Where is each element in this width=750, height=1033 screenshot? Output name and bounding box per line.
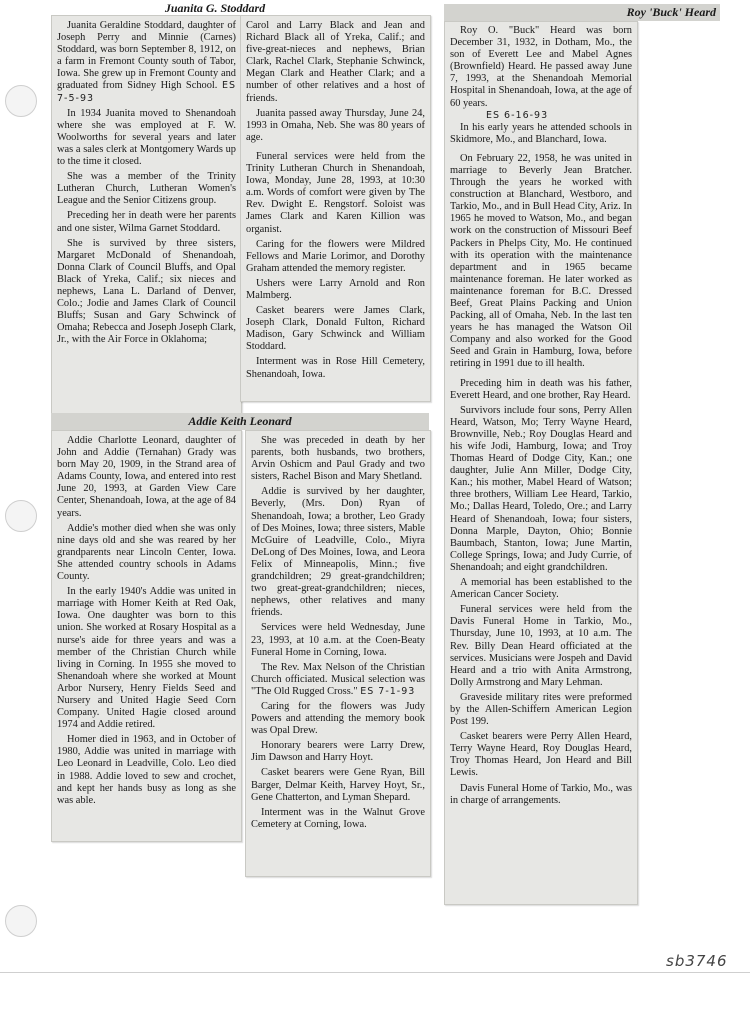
stoddard-para: Carol and Larry Black and Jean and Richard Black all of Yreka, Calif.; and five-great-nieces and nephews, Brian Clark, Rachel Clark, Stephanie Schwinck, Megan Clark and Heather Clark; and a number of other relatives and a host of friends.: [246, 20, 425, 104]
heard-para: Roy O. "Buck" Heard was born December 31, 1932, in Dotham, Mo., the son of Everett Lee and Mabel Agnes (Brownfield) Heard. He passed away June 7, 1993, at the Shenandoah Memorial Hospital in Shenandoah, Iowa, at the age of 60 years.: [450, 25, 632, 109]
heard-para: A memorial has been established to the American Cancer Society.: [450, 577, 632, 601]
stoddard-header: [135, 0, 295, 15]
page-bottom-rule: [0, 972, 750, 973]
stoddard-para: Caring for the flowers were Mildred Fellows and Marie Lorimor, and Dorothy Graham attended the memory register.: [246, 238, 425, 274]
leonard-col1-clipping: [51, 430, 242, 842]
leonard-para: The Rev. Max Nelson of the Christian Church officiated. Musical selection was "The Old Rugged Cross." ES 7-1-93: [251, 661, 425, 697]
stoddard-para: She is survived by three sisters, Margaret McDonald of Shenandoah, Donna Clark of Council Bluffs, and Opal Black of Yreka, Calif.; six nieces and nephews, Lana L. Darland of Denver, Colo.; Jodie and James Clark of Council Bluffs; Susan and Gary Schwinck of Omaha; Rebecca and Joseph Joseph Clark, Jr., with the Air Force in Oklahoma;: [57, 237, 236, 346]
heard-title: Roy 'Buck' Heard: [626, 5, 716, 19]
stoddard-para: Juanita passed away Thursday, June 24, 1993 in Omaha, Neb. She was 80 years of age.: [246, 107, 425, 143]
leonard-para: She was preceded in death by her parents, both husbands, two brothers, Arvin Oshicm and Paul Grady and two sisters, Rachel Bison and Mary Shetland.: [251, 435, 425, 483]
stoddard-para: Preceding her in death were her parents and one sister, Wilma Garnet Stoddard.: [57, 210, 236, 234]
binder-hole-bottom: [5, 905, 37, 937]
leonard-para: Services were held Wednesday, June 23, 1993, at 10 a.m. at the Coen-Beaty Funeral Home in Corning, Iowa.: [251, 622, 425, 658]
heard-para: In his early years he attended schools in Skidmore, Mo., and Blanchard, Iowa.: [450, 121, 632, 145]
leonard-para: Addie is survived by her daughter, Beverly, (Mrs. Don) Ryan of Shenandoah, Iowa; a brother, Leo Grady of Des Moines, Iowa; three sisters, Mable McGuire of Leadville, Colo., Miyra DeLong of Des Moines, Iowa, and Leora Felix of Minneapolis, Minn.; five grandchildren; 29 great-grandchildren; two great-great-grandchildren; nieces, nephews, other relatives and many friends.: [251, 486, 425, 619]
leonard-para: Addie's mother died when she was only nine days old and she was reared by her grandparents near Lincoln Center, Iowa. She attended country schools in Adams County.: [57, 522, 236, 583]
leonard-para: Caring for the flowers was Judy Powers and attending the memory book was Opal Drew.: [251, 700, 425, 737]
heard-para: Davis Funeral Home of Tarkio, Mo., was in charge of arrangements.: [450, 782, 632, 806]
leonard-para: Casket bearers were Gene Ryan, Bill Barger, Delmar Keith, Harvey Hoyt, Sr., Gene Chatterton, and Lyman Shepard.: [251, 767, 425, 803]
leonard-title: Addie Keith Leonard: [188, 414, 292, 428]
binder-hole-top: [5, 85, 37, 117]
stoddard-para: She was a member of the Trinity Lutheran Church, Lutheran Women's League and the Senior Citizens group.: [57, 171, 236, 207]
stoddard-para: Funeral services were held from the Trinity Lutheran Church in Shenandoah, Iowa, Monday, June 28, 1993, at 10:30 a.m. Words of comfort were given by The Rev. Dwight E. Rengstorf. Soloist was James Clark and Karen Killion was organist.: [246, 150, 425, 235]
heard-handwritten-date: ES 6-16-93: [486, 109, 549, 121]
leonard-header: [51, 413, 429, 430]
binder-hole-middle: [5, 500, 37, 532]
leonard-para: Addie Charlotte Leonard, daughter of John and Addie (Ternahan) Grady was born May 20, 1909, in the Strand area of Adams County, Iowa, and entered into rest June 20, 1993, at Garden View Care Center, Shenandoah, Iowa, at the age of 84 years.: [57, 435, 236, 519]
stoddard-para: Interment was in Rose Hill Cemetery, Shenandoah, Iowa.: [246, 356, 425, 380]
heard-para: Preceding him in death was his father, Everett Heard, and one brother, Ray Heard.: [450, 377, 632, 401]
heard-para: Funeral services were held from the Davis Funeral Home in Tarkio, Mo., Thursday, June 10, 1993, at 10 a.m. The Rev. Billy Dean Heard officiated at the services. Musicians were Jospeh and David Heard and a trio with Anita Armstrong, Dolly Armstrong and Mary Lehman.: [450, 604, 632, 688]
leonard-col2-clipping: [245, 430, 431, 877]
stoddard-title: Juanita G. Stoddard: [164, 1, 266, 15]
leonard-handwritten-date: ES 7-1-93: [360, 685, 416, 697]
heard-clipping: [444, 21, 638, 905]
stoddard-col1-clipping: [51, 15, 242, 414]
stoddard-handwritten-date: ES 7-5-93: [57, 80, 236, 104]
leonard-para: In the early 1940's Addie was united in marriage with Homer Keith at Red Oak, Iowa. One daughter was born to this union. She worked at Rosary Hospital as a nurse's aide for three years and was a member of the Christian Church while living in Corning. In 1955 she moved to Shenandoah where she worked at Mount Arbor Nursery, Henry Fields Seed and Nursery and United Hagie Seed Corn Company. United Hagie closed around 1974 and Addie retired.: [57, 586, 236, 731]
stoddard-para: In 1934 Juanita moved to Shenandoah where she was employed at F. W. Woolworths for several years and later was a sales clerk at Montgomery Wards up to the time it closed.: [57, 107, 236, 168]
heard-para: Graveside military rites were preformed by the Allen-Schiffern American Legion Post 199.: [450, 691, 632, 728]
stoddard-para: Juanita Geraldine Stoddard, daughter of Joseph Perry and Minnie (Carnes) Stoddard, was born September 8, 1912, on a farm in Fremont County south of Tabor, Iowa. She grew up in Fremont County and graduated from Sidney High School. ES 7-5-93: [57, 20, 236, 104]
stoddard-para: Casket bearers were James Clark, Joseph Clark, Donald Fulton, Richard Madison, Gary Schwinck and William Stoddard.: [246, 305, 425, 353]
heard-header: [444, 4, 720, 21]
heard-para: Survivors include four sons, Perry Allen Heard, Watson, Mo; Terry Wayne Heard, Brownville, Neb.; Roy Douglas Heard and his wife Jodi, Hamburg, Iowa; and Troy Thomas Heard of Dodge City, Kan.; one daughter, Julie Ann Miller, Dodge City, Kan.; his mother, Mabel Heard of Watson; three brothers, William Lee Heard, Tarkio, Mo.; Dallas Heard, Toledo, Ore.; and Larry Heard of Shenandoah, Iowa; four sisters, Donna Marple, Dayton, Ohio; Bonnie Baumbach, Stanton, Iowa; June Martin, College Springs, Iowa; and Judy Currie, of Shenandoah; and eight grandchildren.: [450, 404, 632, 573]
leonard-para: Homer died in 1963, and in October of 1980, Addie was united in marriage with Leo Leonard in Leadville, Colo. Leo died in 1988. Addie loved to sew and crochet, and kept her hands busy as long as she was able.: [57, 734, 236, 806]
stoddard-para: Ushers were Larry Arnold and Ron Malmberg.: [246, 277, 425, 301]
leonard-para: Honorary bearers were Larry Drew, Jim Dawson and Harry Hoyt.: [251, 740, 425, 764]
page-reference-note: sb3746: [666, 952, 728, 970]
heard-para: Casket bearers were Perry Allen Heard, Terry Wayne Heard, Roy Douglas Heard, Troy Thomas Heard, Jon Heard and Bill Lewis.: [450, 731, 632, 779]
heard-para: On February 22, 1958, he was united in marriage to Beverly Jean Bratcher. Through the years he worked with construction at Blanchard, Westboro, and Tarkio, Mo., and in Bull Head City, Ariz. In 1965 he moved to Watson, Mo., and began work on the construction of Missouri Beef Packers in Phelps City, Mo. He continued with its operation with the maintenance department and in 1965 became maintenance foreman. He later worked as maintenance foreman for B.C. Dressed Beef, Great Plains Packing and Union Packing, all of Omaha, Neb. In the last ten years he has managed the Watson Oil Company and also worked for the Good Seed and Grain in Hamburg, Iowa, before retiring in 1991 due to ill health.: [450, 152, 632, 370]
stoddard-col2-clipping: [240, 15, 431, 402]
leonard-para: Interment was in the Walnut Grove Cemetery at Corning, Iowa.: [251, 806, 425, 830]
